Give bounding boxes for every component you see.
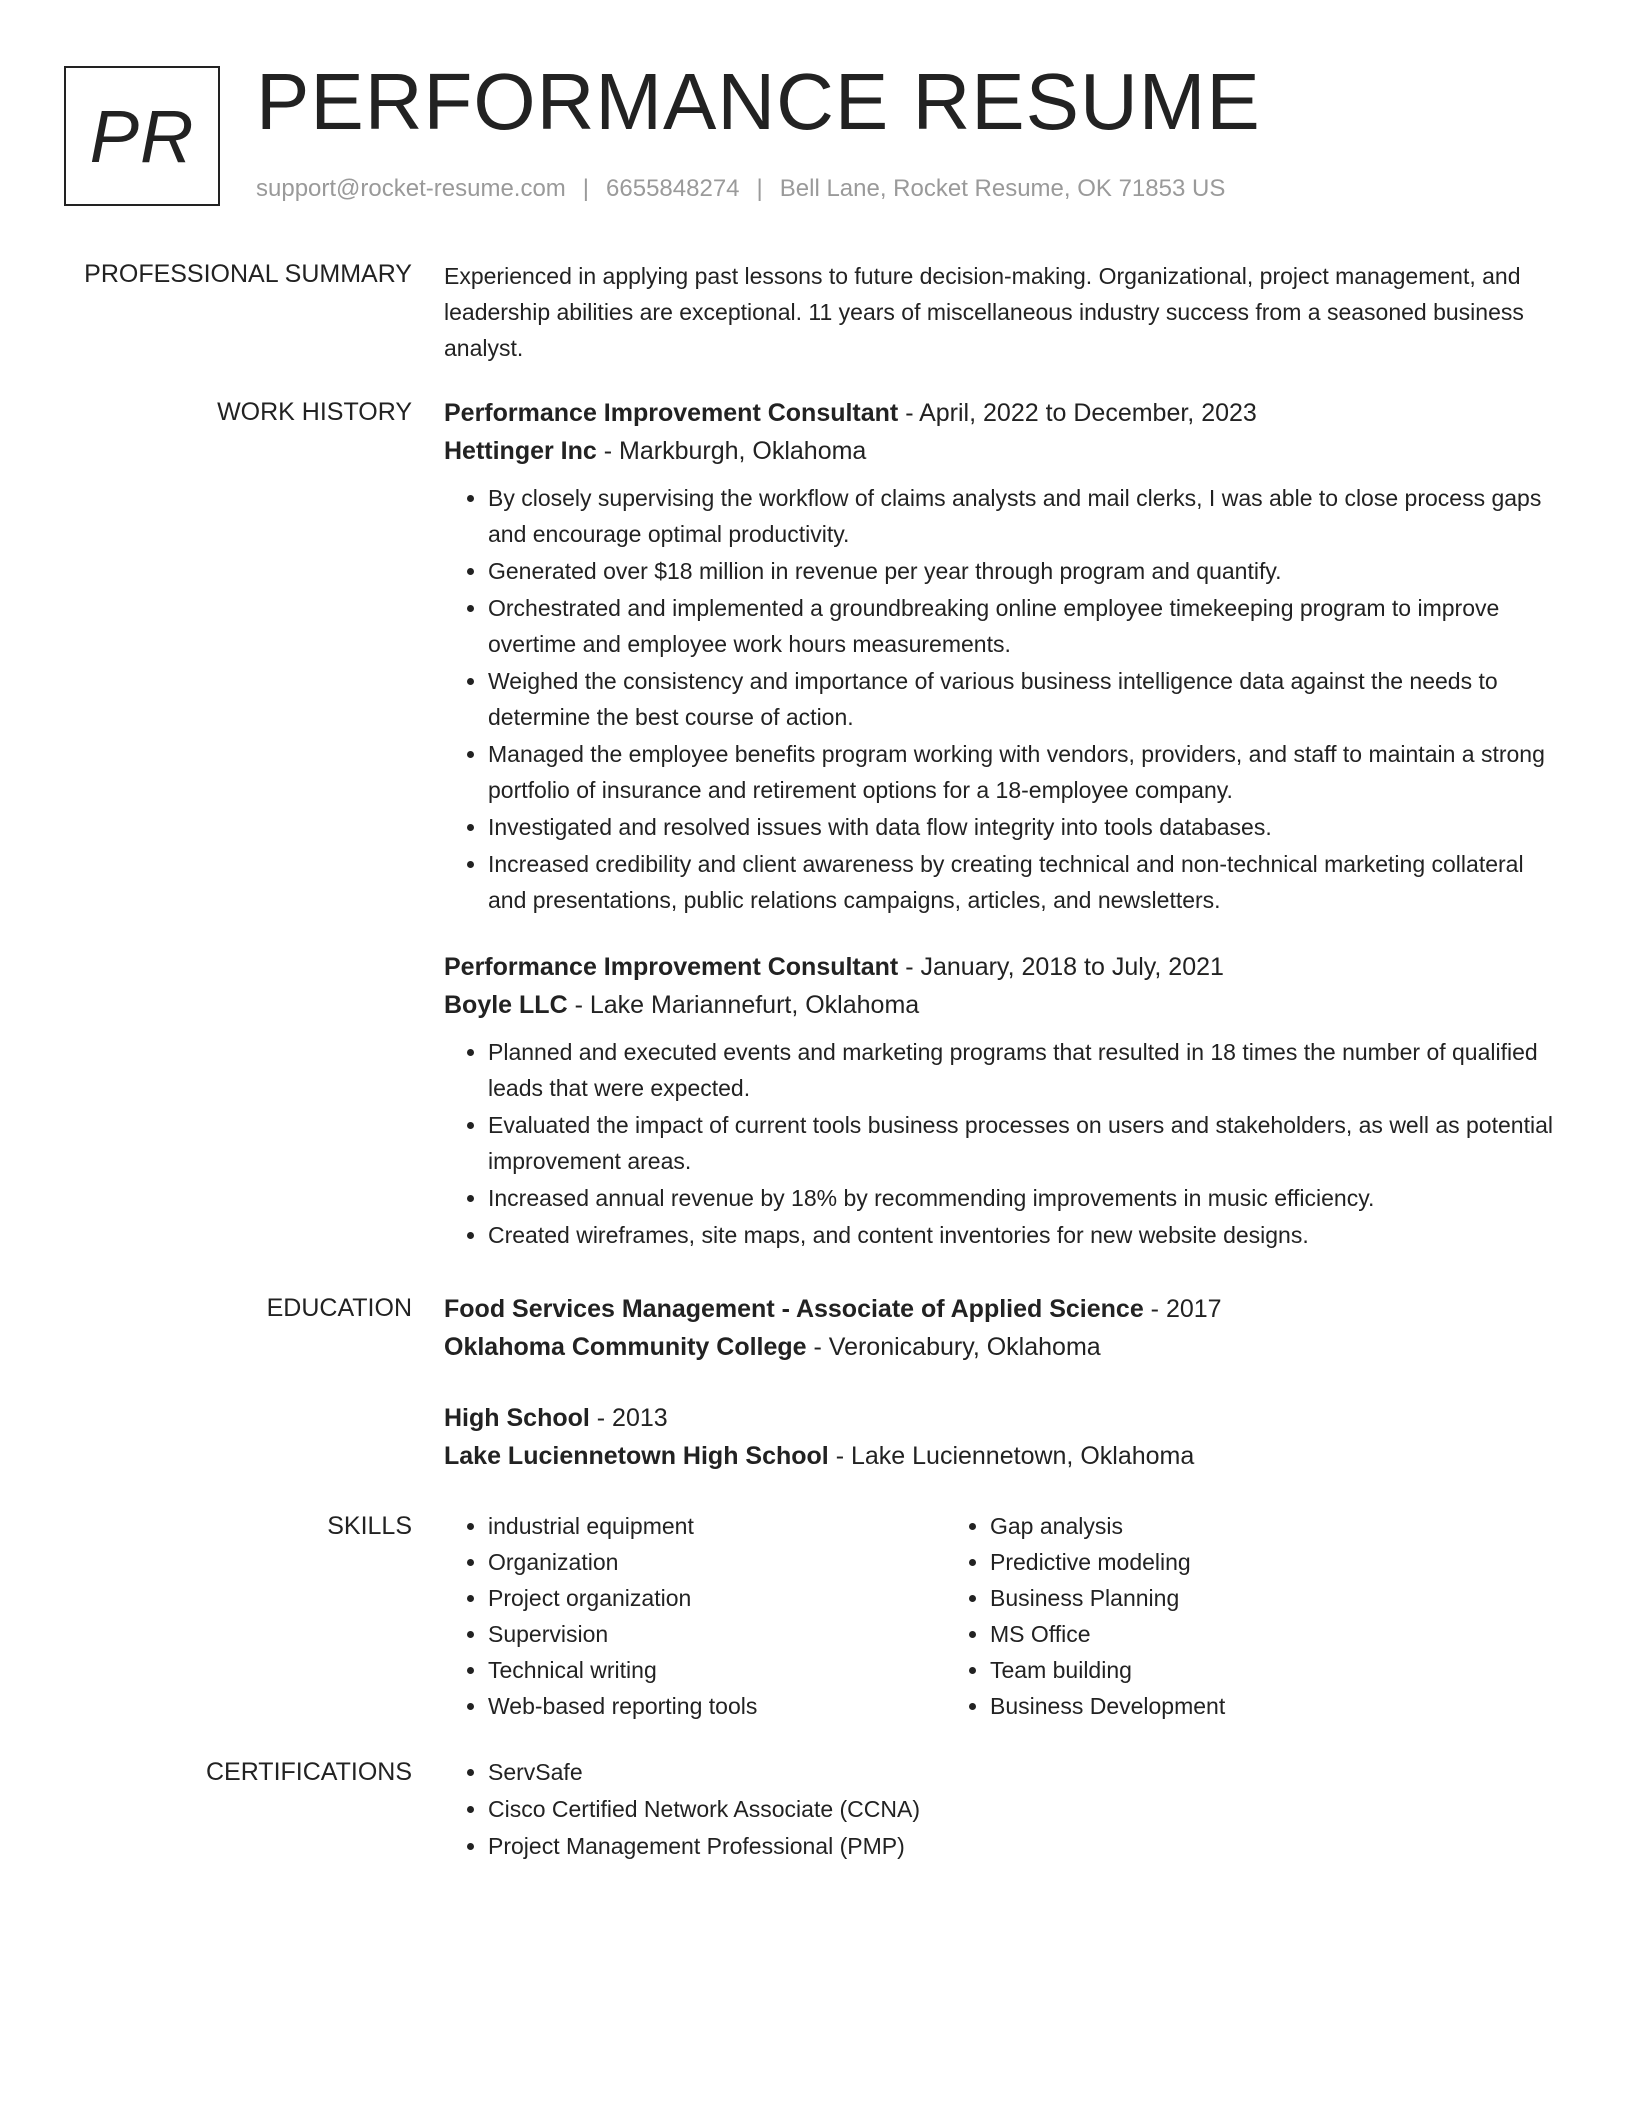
- degree-name: Food Services Management - Associate of Applied Science: [444, 1295, 1144, 1323]
- section-heading-skills: SKILLS: [327, 1512, 412, 1540]
- certification-item: • ServSafe: [488, 1754, 1556, 1790]
- school-line: [444, 1328, 1556, 1366]
- job-title: Performance Improvement Consultant: [444, 399, 899, 427]
- contact-separator: |: [582, 175, 590, 202]
- section-heading-work-history: WORK HISTORY: [217, 398, 412, 426]
- job-entry: [444, 394, 1556, 918]
- job-bullet: • Evaluated the impact of current tools business processes on users and stakeholders, as well as potential improvement areas.: [488, 1107, 1556, 1179]
- degree-year: - 2013: [589, 1404, 668, 1432]
- skill-item: • industrial equipment: [488, 1508, 946, 1544]
- skill-item: • Team building: [990, 1652, 1448, 1688]
- contact-address: Bell Lane, Rocket Resume, OK 71853 US: [779, 175, 1226, 202]
- section-heading-certifications: CERTIFICATIONS: [205, 1758, 412, 1786]
- contact-email: support@rocket-resume.com: [256, 175, 566, 202]
- skill-item: • Gap analysis: [990, 1508, 1448, 1544]
- certification-item: • Project Management Professional (PMP): [488, 1828, 1556, 1864]
- job-bullet: • Generated over $18 million in revenue per year through program and quantify.: [488, 553, 1556, 589]
- job-location: - Lake Mariannefurt, Oklahoma: [567, 991, 920, 1019]
- skill-item: • Technical writing: [488, 1652, 946, 1688]
- contact-phone: 6655848274: [606, 175, 740, 202]
- skill-item: • Supervision: [488, 1616, 946, 1652]
- skill-item: • Organization: [488, 1544, 946, 1580]
- job-bullet: • Increased annual revenue by 18% by recommending improvements in music efficiency.: [488, 1180, 1556, 1216]
- degree-line: [444, 1399, 1556, 1437]
- summary-text: Experienced in applying past lessons to future decision-making. Organizational, project management, and leadership abilities are exceptional. 11 years of miscellaneous industry success from a seasoned business analyst.: [444, 263, 1524, 361]
- degree-name: High School: [444, 1404, 590, 1432]
- job-bullet: • Managed the employee benefits program working with vendors, providers, and staff to maintain a strong portfolio of insurance and retirement options for a 18-employee company.: [488, 736, 1556, 808]
- resume-name: PERFORMANCE RESUME: [256, 57, 1261, 146]
- job-location: - Markburgh, Oklahoma: [596, 437, 867, 465]
- job-bullet: • Created wireframes, site maps, and content inventories for new website designs.: [488, 1217, 1556, 1253]
- job-company-line: [444, 432, 1556, 470]
- job-bullet: • Weighed the consistency and importance of various business intelligence data against the needs to determine the best course of action.: [488, 663, 1556, 735]
- section-heading-summary: PROFESSIONAL SUMMARY: [84, 260, 412, 288]
- job-bullet-list: [444, 1034, 1556, 1253]
- school-location: - Lake Luciennetown, Oklahoma: [828, 1442, 1195, 1470]
- job-bullet: • By closely supervising the workflow of claims analysts and mail clerks, I was able to close process gaps and encourage optimal productivity.: [488, 480, 1556, 552]
- job-title-line: [444, 394, 1556, 432]
- skill-item: • Web-based reporting tools: [488, 1688, 946, 1724]
- skills-columns: [444, 1508, 1556, 1724]
- skill-item: • Business Planning: [990, 1580, 1448, 1616]
- certification-item: • Cisco Certified Network Associate (CCNA): [488, 1791, 1556, 1827]
- monogram-logo: PR: [64, 66, 220, 206]
- education-entry: [444, 1399, 1556, 1475]
- degree-line: [444, 1290, 1556, 1328]
- school-name: Oklahoma Community College: [444, 1333, 807, 1361]
- job-company-line: [444, 986, 1556, 1024]
- job-bullet: • Orchestrated and implemented a groundbreaking online employee timekeeping program to improve overtime and employee work hours measurements.: [488, 590, 1556, 662]
- degree-year: - 2017: [1143, 1295, 1222, 1323]
- skill-item: • Business Development: [990, 1688, 1448, 1724]
- job-dates: - April, 2022 to December, 2023: [898, 399, 1257, 427]
- job-bullet-list: [444, 480, 1556, 918]
- job-bullet: • Increased credibility and client awareness by creating technical and non-technical marketing collateral and presentations, public relations campaigns, articles, and newsletters.: [488, 846, 1556, 918]
- school-location: - Veronicabury, Oklahoma: [806, 1333, 1101, 1361]
- job-company: Hettinger Inc: [444, 437, 597, 465]
- section-heading-education: EDUCATION: [266, 1294, 412, 1322]
- job-dates: - January, 2018 to July, 2021: [898, 953, 1224, 981]
- skill-item: • Predictive modeling: [990, 1544, 1448, 1580]
- job-company: Boyle LLC: [444, 991, 568, 1019]
- contact-line: [256, 174, 1225, 204]
- job-title: Performance Improvement Consultant: [444, 953, 899, 981]
- certifications-list: [444, 1754, 1556, 1864]
- school-name: Lake Luciennetown High School: [444, 1442, 829, 1470]
- job-bullet: • Planned and executed events and marketing programs that resulted in 18 times the number of qualified leads that were expected.: [488, 1034, 1556, 1106]
- skill-item: • MS Office: [990, 1616, 1448, 1652]
- school-line: [444, 1437, 1556, 1475]
- contact-separator: |: [756, 175, 763, 202]
- education-entry: [444, 1290, 1556, 1366]
- job-title-line: [444, 948, 1556, 986]
- skills-list-left: [444, 1508, 946, 1724]
- job-bullet: • Investigated and resolved issues with data flow integrity into tools databases.: [488, 809, 1556, 845]
- skill-item: • Project organization: [488, 1580, 946, 1616]
- skills-list-right: [946, 1508, 1448, 1724]
- job-entry: [444, 948, 1556, 1253]
